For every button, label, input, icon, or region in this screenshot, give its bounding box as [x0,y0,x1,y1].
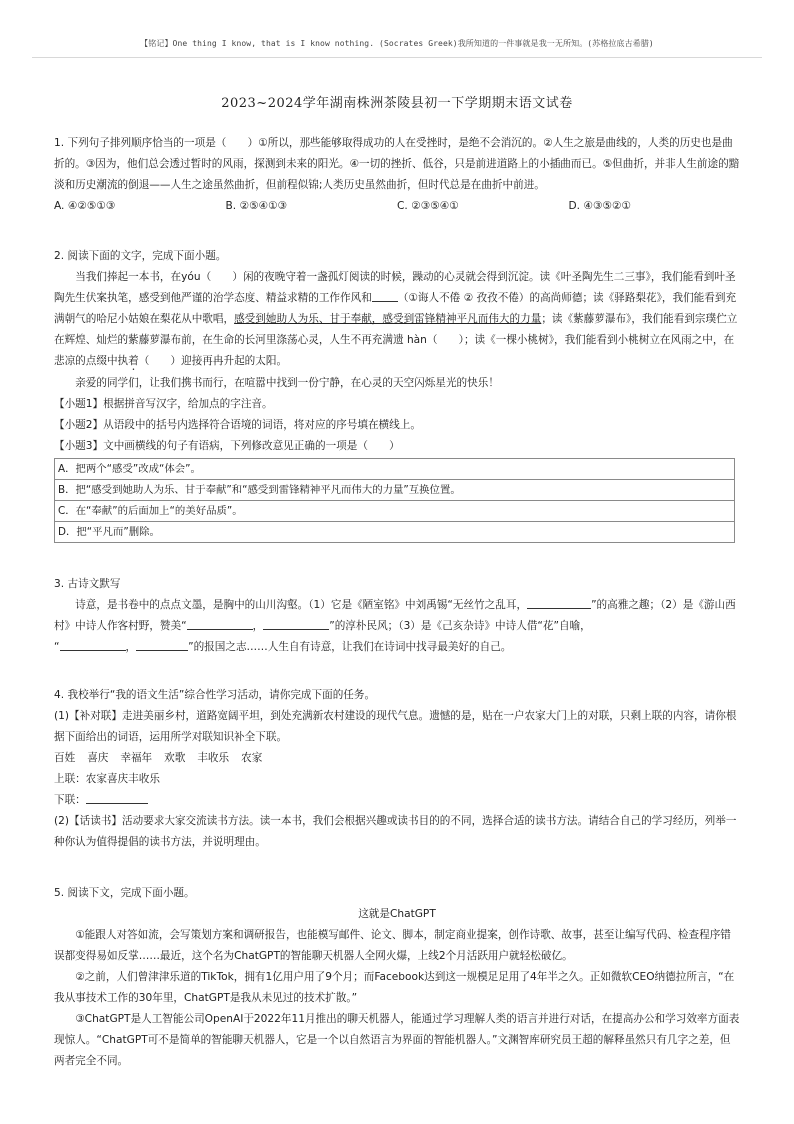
q4-word-list [54,748,740,769]
q2-passage-c: ；读《紫藤萝瀑布》，我们能看到宗璞伫立在辉煌、灿烂的紫藤萝瀑布前，在生命的长河里涤荡心灵，人生不再充满遗 hàn（ ）；读《一棵小桃树》，我们能看到小桃树立在风雨之中，在悲凉的点缀中执 [54,313,738,367]
q2-dotted-char: 着 [128,355,139,367]
q4-word: 百姓 [54,752,76,764]
q4-word: 农家 [241,752,263,764]
question-4 [54,685,740,853]
q1-option-c[interactable]: C. ②③⑤④① [397,200,459,212]
q3-blank-5[interactable] [136,638,188,651]
q4-title: 4. 我校举行“我的语文生活”综合性学习活动，请你完成下面的任务。 [54,689,376,701]
document-title: 2023~2024学年湖南株洲茶陵县初一下学期期末语文试卷 [221,96,573,111]
q4-lower-couplet [54,790,740,811]
q3-text-f: ， [125,641,137,653]
q5-title: 5. 阅读下文，完成下面小题。 [54,887,195,899]
q4-word: 欢歌 [164,752,186,764]
q1-option-b[interactable]: B. ②⑤④①③ [225,200,287,212]
q3-text-g: ”的报国之志……人生自有诗意，让我们在诗词中找寻最美好的自己。 [188,641,512,653]
q5-paragraph-3: ③ChatGPT是人工智能公司OpenAI于2022年11月推出的聊天机器人，能通过学习理解人类的语言并进行对话，在提高办公和学习效率方面表现惊人。“ChatGPT可不是简单的智能聊天机器人，它是一个以自然语言为界面的智能机器人。”文渊智库研究员王超的解释虽然只有几字之差，但两者完全不同。 [54,1013,740,1067]
q2-subquestion-3: 【小题3】文中画横线的句子有语病，下列修改意见正确的一项是（ ） [54,440,400,452]
q4-word: 丰收乐 [197,752,230,764]
q3-title: 3. 古诗文默写 [54,578,121,590]
q2-choice-b[interactable]: B．把“感受到她助人为乐、甘于奉献”和“感受到雷锋精神平凡而伟大的力量”互换位置。 [55,480,735,501]
question-3 [54,574,740,658]
question-2 [54,246,740,543]
q2-choice-c[interactable]: C．在“奉献”的后面加上“的美好品质”。 [55,501,735,522]
q3-text-c: ， [252,620,264,632]
q4-task-2: (2)【话读书】活动要求大家交流读书方法。读一本书，我们会根据兴趣或读书目的的不同，选择合适的读书方法。请结合自己的学习经历，列举一种你认为值得提倡的读书方法，并说明理由。 [54,815,737,848]
q4-task-1: (1)【补对联】走进美丽乡村，道路宽阔平坦，到处充满新农村建设的现代气息。遗憾的是，贴在一户农家大门上的对联，只剩上联的内容，请你根据下面给出的词语，运用所学对联知识补全下联。 [54,710,737,743]
q4-word: 幸福年 [120,752,153,764]
q3-passage-line-3 [54,637,740,658]
q3-blank-3[interactable] [263,617,329,630]
q2-underlined-sentence: 感受到她助人为乐、甘于奉献，感受到雷锋精神平凡而伟大的力量 [234,313,542,325]
q4-lower-label: 下联： [54,794,86,806]
q2-passage [54,267,740,373]
q2-blank-idiom[interactable] [372,289,398,302]
q3-text-d: ”的淳朴民风；（3）是《己亥杂诗》中诗人借“花”自喻， [329,620,591,632]
q2-choice-a[interactable]: A．把两个“感受”改成“体会”。 [55,459,735,480]
q3-text-a: 诗意，是书卷中的点点文墨，是胸中的山川沟壑。（1）它是《陋室铭》中刘禹锡“无丝竹之乱耳， [75,599,528,611]
q3-text-b: ”的高雅之趣；（2）是《游山西村》中诗人作客村野，赞美“ [54,599,736,632]
q3-blank-2[interactable] [187,617,253,630]
header-divider [32,57,762,58]
q2-passage-closing: 亲爱的同学们，让我们携书而行，在喧嚣中找到一份宁静，在心灵的天空闪烁星光的快乐！ [75,377,499,389]
q1-option-d[interactable]: D. ④③⑤②① [568,200,631,212]
q2-intro: 2. 阅读下面的文字，完成下面小题。 [54,250,227,262]
q2-subquestion-1: 【小题1】根据拼音写汉字，给加点的字注音。 [54,398,273,410]
q5-paragraph-2: ②之前，人们曾津津乐道的TikTok，拥有1亿用户用了9个月；而Facebook达到这一规模足足用了4年半之久。正如微软CEO纳德拉所言，“在我从事技术工作的30年里，ChatGPT是我从未见过的技术扩散。” [54,971,735,1004]
q5-article-title: 这就是ChatGPT [358,908,436,920]
q2-choice-table [54,458,735,543]
q2-passage-a: 当我们捧起一本书，在yóu（ ）闲的夜晚守着一盏孤灯阅读的时候，躁动的心灵就会得到沉淀。读《叶圣陶先生二三事》，我们能看到叶圣陶先生伏案执笔，感受到他严谨的治学态度、精益求精的工作作风和 [54,271,736,304]
q3-text-e: “ [54,641,60,653]
question-1 [54,133,740,217]
q1-option-a[interactable]: A. ④②⑤①③ [54,200,116,212]
q4-upper-couplet: 上联：农家喜庆丰收乐 [54,773,160,785]
q3-passage [54,595,740,637]
q3-blank-4[interactable] [60,638,126,651]
q3-blank-1[interactable] [527,596,591,609]
q2-choice-d[interactable]: D．把“平凡而”删除。 [55,522,735,543]
question-5 [54,883,740,1072]
q2-passage-b: （①诲人不倦 ② 孜孜不倦）的高尚师德；读《驿路梨花》，我们能看到充满朝气的哈尼小姑娘在梨花从中歌唱， [54,292,737,325]
header-motto: 【铭记】One thing I know, that is I know nothing. (Socrates Greek)我所知道的一件事就是我一无所知。(苏格拉底古希腊) [140,39,654,48]
q2-subquestion-2: 【小题2】从语段中的括号内选择符合语境的词语，将对应的序号填在横线上。 [54,419,421,431]
q1-stem: 1. 下列句子排列顺序恰当的一项是（ ）①所以，那些能够取得成功的人在受挫时，是绝不会消沉的。②人生之旅是曲线的，人类的历史也是曲折的。③因为，他们总会透过暂时的风雨，探测到未来的阳光。④一切的挫折、低谷，只是前进道路上的小插曲而已。⑤但曲折，并非人生前途的黯淡和历史潮流的倒退——人生之途虽然曲折，但前程似锦;人类历史虽然曲折，但时代总是在曲折中前进。 [54,137,740,191]
q5-paragraph-1: ①能跟人对答如流，会写策划方案和调研报告，也能模写邮件、论文、脚本，制定商业提案，创作诗歌、故事，甚至让编写代码、检查程序错误都变得易如反掌……最近，这个名为ChatGPT的智能聊天机器人全网火爆，上线2个月活跃用户就轻松破亿。 [54,929,731,962]
q4-lower-blank[interactable] [86,791,148,804]
q2-passage-d: （ ）迎接再冉升起的太阳。 [138,355,288,367]
q4-word: 喜庆 [87,752,109,764]
q1-options [54,196,740,217]
